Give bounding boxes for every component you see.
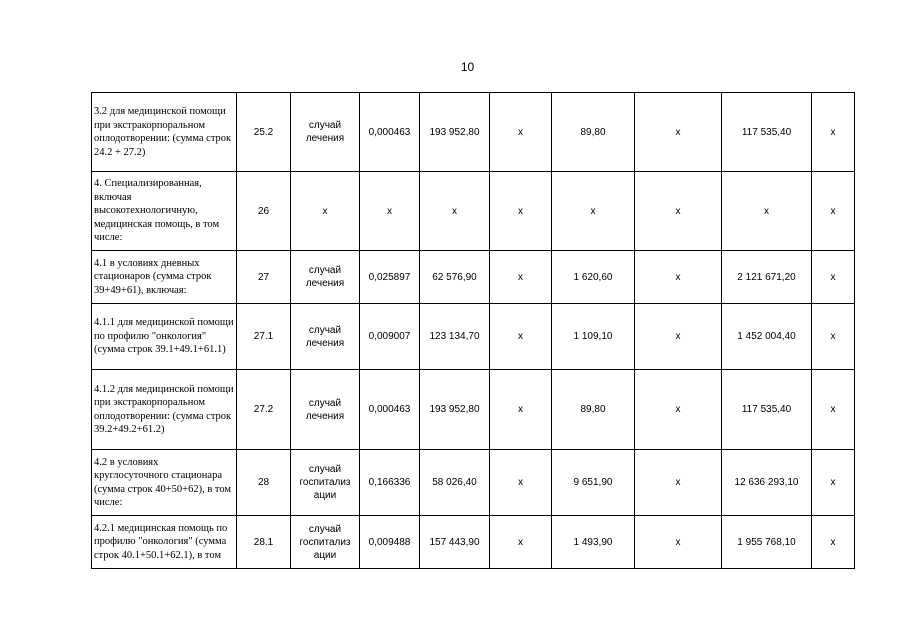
line-number: 27.2 — [237, 370, 291, 450]
value-cell: х — [722, 172, 812, 251]
value-cell: х — [635, 516, 722, 569]
row-name: 4.1 в условиях дневных стационаров (сумма строк 39+49+61), включая: — [92, 251, 237, 304]
norm-cell: 0,025897 — [360, 251, 420, 304]
value-cell: 9 651,90 — [552, 450, 635, 516]
value-cell: х — [812, 450, 855, 516]
value-cell: х — [490, 172, 552, 251]
unit-cell: случай госпитализ ации — [291, 516, 360, 569]
norm-cell: 0,009007 — [360, 304, 420, 370]
table-row — [92, 516, 855, 569]
row-name: 3.2 для медицинской помощи при экстракорпоральном оплодотворении: (сумма строк 24.2 + 27.2) — [92, 93, 237, 172]
table-row — [92, 304, 855, 370]
value-cell: х — [490, 516, 552, 569]
norm-cell: 0,000463 — [360, 370, 420, 450]
line-number: 27.1 — [237, 304, 291, 370]
value-cell: х — [635, 304, 722, 370]
unit-cell: случай лечения — [291, 370, 360, 450]
value-cell: х — [635, 172, 722, 251]
value-cell: х — [490, 370, 552, 450]
value-cell: 2 121 671,20 — [722, 251, 812, 304]
value-cell: х — [552, 172, 635, 251]
value-cell: х — [812, 251, 855, 304]
row-name: 4.1.2 для медицинской помощи при экстракорпоральном оплодотворении: (сумма строк 39.2+49.2+61.2) — [92, 370, 237, 450]
value-cell: 1 109,10 — [552, 304, 635, 370]
cost-cell: 58 026,40 — [420, 450, 490, 516]
value-cell: х — [812, 370, 855, 450]
value-cell: 1 620,60 — [552, 251, 635, 304]
value-cell: 1 452 004,40 — [722, 304, 812, 370]
unit-cell: случай госпитализ ации — [291, 450, 360, 516]
line-number: 26 — [237, 172, 291, 251]
value-cell: 1 955 768,10 — [722, 516, 812, 569]
unit-cell: случай лечения — [291, 304, 360, 370]
value-cell: х — [635, 450, 722, 516]
value-cell: х — [490, 450, 552, 516]
norm-cell: 0,166336 — [360, 450, 420, 516]
value-cell: х — [812, 172, 855, 251]
unit-cell: случай лечения — [291, 251, 360, 304]
value-cell: 117 535,40 — [722, 93, 812, 172]
table-row — [92, 370, 855, 450]
row-name: 4. Специализированная, включая высокотехнологичную, медицинская помощь, в том числе: — [92, 172, 237, 251]
value-cell: х — [635, 370, 722, 450]
norm-cell: 0,009488 — [360, 516, 420, 569]
data-table — [91, 92, 855, 569]
table-row — [92, 450, 855, 516]
unit-cell: случай лечения — [291, 93, 360, 172]
cost-cell: х — [420, 172, 490, 251]
cost-cell: 123 134,70 — [420, 304, 490, 370]
cost-cell: 193 952,80 — [420, 370, 490, 450]
line-number: 27 — [237, 251, 291, 304]
line-number: 28.1 — [237, 516, 291, 569]
value-cell: 89,80 — [552, 370, 635, 450]
line-number: 25.2 — [237, 93, 291, 172]
value-cell: х — [490, 93, 552, 172]
value-cell: х — [490, 251, 552, 304]
norm-cell: 0,000463 — [360, 93, 420, 172]
cost-cell: 193 952,80 — [420, 93, 490, 172]
page-number: 10 — [460, 60, 475, 74]
table-row — [92, 172, 855, 251]
value-cell: 1 493,90 — [552, 516, 635, 569]
row-name: 4.1.1 для медицинской помощи по профилю "онкология" (сумма строк 39.1+49.1+61.1) — [92, 304, 237, 370]
row-name: 4.2.1 медицинская помощь по профилю "онкология" (сумма строк 40.1+50.1+62.1), в том — [92, 516, 237, 569]
norm-cell: х — [360, 172, 420, 251]
value-cell: х — [812, 304, 855, 370]
cost-cell: 62 576,90 — [420, 251, 490, 304]
table-row — [92, 93, 855, 172]
table-row — [92, 251, 855, 304]
value-cell: 117 535,40 — [722, 370, 812, 450]
value-cell: 12 636 293,10 — [722, 450, 812, 516]
value-cell: х — [812, 93, 855, 172]
value-cell: х — [490, 304, 552, 370]
line-number: 28 — [237, 450, 291, 516]
unit-cell: х — [291, 172, 360, 251]
value-cell: х — [812, 516, 855, 569]
value-cell: х — [635, 93, 722, 172]
value-cell: 89,80 — [552, 93, 635, 172]
cost-cell: 157 443,90 — [420, 516, 490, 569]
row-name: 4.2 в условиях круглосуточного стационара (сумма строк 40+50+62), в том числе: — [92, 450, 237, 516]
value-cell: х — [635, 251, 722, 304]
